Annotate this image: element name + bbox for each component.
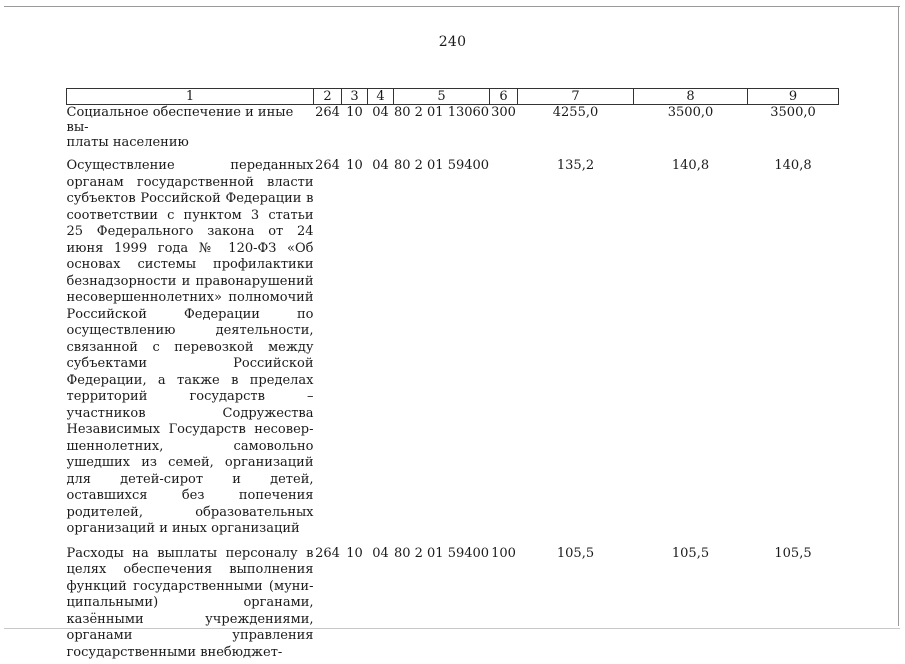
column-header: 9 <box>748 89 839 105</box>
page-number: 240 <box>0 34 905 50</box>
cell-ministry-code: 264 <box>314 153 342 541</box>
cell-amount-year-3: 140,8 <box>748 153 839 541</box>
cell-amount-year-2: 140,8 <box>634 153 748 541</box>
column-header: 8 <box>634 89 748 105</box>
column-header: 7 <box>518 89 634 105</box>
budget-table <box>66 88 839 664</box>
table-row <box>67 541 839 664</box>
cell-expense-type: 300 <box>490 105 518 154</box>
cell-subsection-code: 04 <box>368 105 394 154</box>
cell-expense-type <box>490 153 518 541</box>
cell-section-code: 10 <box>342 105 368 154</box>
column-header: 4 <box>368 89 394 105</box>
page-border-right <box>898 6 899 626</box>
cell-amount-year-1: 105,5 <box>518 541 634 664</box>
cell-amount-year-2: 3500,0 <box>634 105 748 154</box>
page-border-top <box>4 6 900 7</box>
column-header: 2 <box>314 89 342 105</box>
cell-amount-year-3: 105,5 <box>748 541 839 664</box>
cell-amount-year-1: 135,2 <box>518 153 634 541</box>
column-header: 6 <box>490 89 518 105</box>
column-header: 5 <box>394 89 490 105</box>
column-header: 3 <box>342 89 368 105</box>
cell-ministry-code: 264 <box>314 105 342 154</box>
cell-target-article: 80 2 01 59400 <box>394 541 490 664</box>
column-header: 1 <box>67 89 314 105</box>
cell-subsection-code: 04 <box>368 153 394 541</box>
table-row <box>67 153 839 541</box>
row-description: Осуществление переданных органам государственной власти субъектов Российской Федерации в соответствии с пунктом 3 статьи 25 Федерального закона от 24 июня 1999 года № 120-ФЗ «Об основах системы профилактики безнадзорности и правонарушений несовершеннолетних» полномочий Российской Федерации по осуществлению деятельности, связанной с перевозкой между субъектами Российской Федерации, а также в пределах территорий государств – участников Содружества Независимых Государств несовершеннолетних, самовольно ушедших из семей, организаций для детей-сирот и детей, оставшихся без попечения родителей, образовательных организаций и иных организаций <box>67 153 314 541</box>
cell-target-article: 80 2 01 59400 <box>394 153 490 541</box>
cell-section-code: 10 <box>342 153 368 541</box>
cell-target-article: 80 2 01 13060 <box>394 105 490 154</box>
row-description: Расходы на выплаты персоналу в целях обеспечения выполнения функций государственными (муниципальными) органами, казёнными учреждениями, органами управления государственными внебюджет- <box>67 541 314 664</box>
cell-subsection-code: 04 <box>368 541 394 664</box>
cell-amount-year-2: 105,5 <box>634 541 748 664</box>
cell-amount-year-1: 4255,0 <box>518 105 634 154</box>
cell-ministry-code: 264 <box>314 541 342 664</box>
cell-section-code: 10 <box>342 541 368 664</box>
table-header-row <box>67 89 839 105</box>
cell-expense-type: 100 <box>490 541 518 664</box>
table-row <box>67 105 839 154</box>
row-description: Социальное обеспечение и иные вы- платы населению <box>67 105 314 154</box>
cell-amount-year-3: 3500,0 <box>748 105 839 154</box>
